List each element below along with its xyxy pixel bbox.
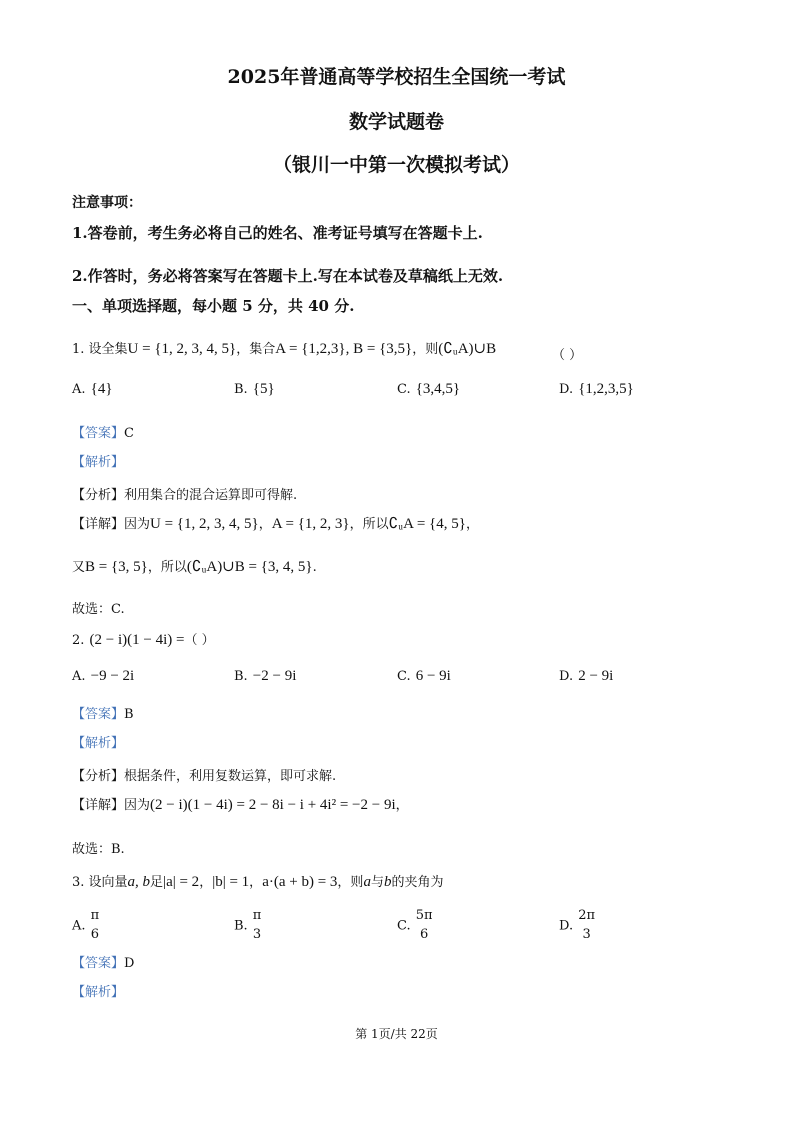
q1-sets-ab: A = {1,2,3}, B = {3,5} [275,341,413,357]
q1-option-a-value: {4} [90,381,113,397]
q1-paren: （ ） [552,348,583,363]
q2-paren: （ ） [184,633,215,648]
q1-expr: (∁ᵤA)∪B [438,341,497,357]
q1-detail-2: 又B = {3, 5}，所以(∁ᵤA)∪B = {3, 4, 5}. [72,559,317,575]
q1-set-u: U = {1, 2, 3, 4, 5} [127,341,237,357]
q1-option-d: D. {1,2,3,5} [559,381,634,397]
q1-answer: 【答案】C [72,426,134,441]
question-1 [72,338,496,358]
q2-option-b: B. −2 − 9i [234,668,297,684]
q3-analysis-tag: 【解析】 [72,985,125,1000]
q1-option-a: A. {4} [72,381,113,397]
q1-mid: ，集合 [236,342,276,357]
q2-expr: (2 − i)(1 − 4i) = [89,632,185,648]
q1-fenxi: 【分析】利用集合的混合运算即可得解. [72,488,298,503]
q1-option-b: B. {5} [234,381,275,397]
q2-choose: 故选：B. [72,842,125,857]
q1-prefix: 1. 设全集 [72,342,128,357]
page-number: 第 1页/共 22页 [355,1027,438,1041]
note-item-2: 2.作答时，务必将答案写在答题卡上.写在本试卷及草稿纸上无效. [72,267,504,285]
question-3: 3. 设向量a, b足|a| = 2，|b| = 1，a·(a + b) = 3，则a与b的夹角为 [72,874,444,890]
q3-option-d: D. 2π 3 [559,908,596,942]
q1-analysis-tag: 【解析】 [72,455,125,470]
section-heading: 一、单项选择题，每小题 5 分，共 40 分. [72,297,355,315]
fraction: π 3 [252,908,262,942]
exam-subtitle: （银川一中第一次模拟考试） [272,154,520,176]
q1-choose: 故选：C. [72,602,125,617]
q3-option-a: A. π 6 [72,908,100,942]
q3-answer: 【答案】D [72,956,135,971]
fraction: 2π 3 [578,908,596,942]
exam-title: 2025年普通高等学校招生全国统一考试 [227,66,566,88]
q2-option-d: D. 2 − 9i [559,668,614,684]
fraction: π 6 [90,908,100,942]
q1-option-b-value: {5} [252,381,275,397]
q2-analysis-tag: 【解析】 [72,736,125,751]
q3-option-c: C. 5π 6 [397,908,433,942]
q1-then: ，则 [412,342,439,357]
q2-option-c: C. 6 − 9i [397,668,451,684]
q2-answer: 【答案】B [72,707,134,722]
paper-title: 数学试题卷 [348,111,444,133]
fraction: 5π 6 [415,908,433,942]
q3-option-b: B. π 3 [234,908,262,942]
q2-option-a: A. −9 − 2i [72,668,135,684]
question-2: 2. (2 − i)(1 − 4i) =（ ） [72,632,215,648]
q1-option-c-value: {3,4,5} [415,381,461,397]
answer-tag: 【答案】 [72,426,125,441]
q1-option-d-value: {1,2,3,5} [578,381,634,397]
q1-detail: 【详解】因为U = {1, 2, 3, 4, 5}，A = {1, 2, 3}，所以∁ᵤA = {4, 5}， [72,516,479,532]
q2-detail: 【详解】因为(2 − i)(1 − 4i) = 2 − 8i − i + 4i² = −2 − 9i， [72,797,409,813]
q2-fenxi: 【分析】根据条件，利用复数运算，即可求解. [72,769,337,784]
notes-heading: 注意事项： [72,195,142,211]
q1-option-c: C. {3,4,5} [397,381,461,397]
note-item-1: 1.答卷前，考生务必将自己的姓名、准考证号填写在答题卡上. [72,224,483,242]
